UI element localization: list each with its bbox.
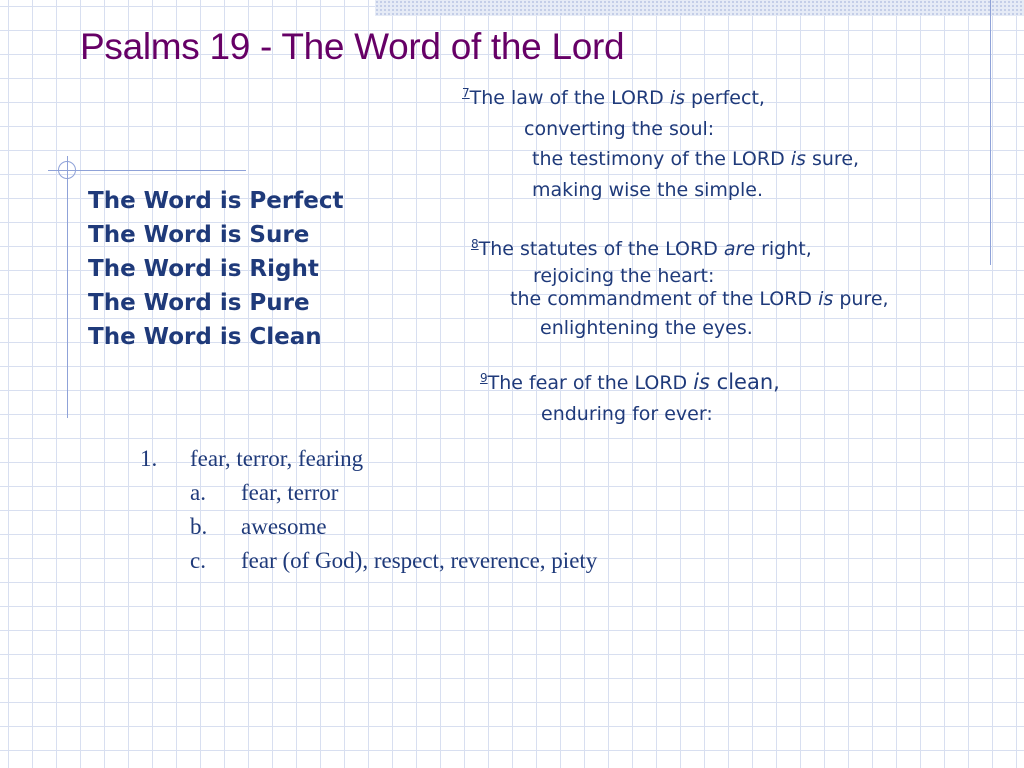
verse-text: pure, <box>833 288 889 310</box>
top-pattern-band <box>375 0 1024 16</box>
definition-main-item <box>140 445 363 473</box>
decorative-horizontal-line <box>48 170 246 171</box>
verse-text: The fear of the LORD <box>487 372 694 394</box>
definition-text: awesome <box>241 514 327 539</box>
decorative-vertical-line <box>990 0 991 265</box>
verse-italic-word: is <box>669 87 686 109</box>
list-marker: a. <box>190 480 206 505</box>
attribute-item: The Word is Sure <box>88 222 310 248</box>
verse-8-line-2: rejoicing the heart: <box>533 265 715 287</box>
list-marker: 1. <box>140 446 158 471</box>
verse-9-number-link[interactable]: 9 <box>480 371 488 385</box>
verse-text: perfect, <box>685 87 765 109</box>
word-attributes-list <box>88 184 343 354</box>
list-marker: c. <box>190 548 206 573</box>
definition-text: fear, terror <box>241 480 339 505</box>
list-marker: b. <box>190 514 208 539</box>
verse-7-line-2: converting the soul: <box>524 118 715 140</box>
slide-title: Psalms 19 - The Word of the Lord <box>80 26 625 67</box>
verse-text: the testimony of the LORD <box>532 148 791 170</box>
verse-7-line-3 <box>532 147 859 171</box>
verse-8-number-link[interactable]: 8 <box>471 237 479 251</box>
verse-text: right, <box>755 238 812 260</box>
definition-sub-item <box>190 513 327 541</box>
definition-sub-item <box>190 479 338 507</box>
verse-9-line-1 <box>480 370 780 395</box>
verse-text: the commandment of the LORD <box>510 288 819 310</box>
definition-text: fear, terror, fearing <box>190 446 364 471</box>
verse-text: The law of the LORD <box>469 87 670 109</box>
attribute-item: The Word is Perfect <box>88 188 344 214</box>
attribute-item: The Word is Right <box>88 256 319 282</box>
verse-text: clean, <box>709 370 780 394</box>
attribute-item: The Word is Pure <box>88 290 310 316</box>
verse-7-number-link[interactable]: 7 <box>462 86 470 100</box>
decorative-vertical-line-left <box>67 156 68 418</box>
verse-8-line-4: enlightening the eyes. <box>540 317 753 339</box>
verse-italic-word: is <box>818 288 834 310</box>
verse-7-line-4: making wise the simple. <box>532 179 763 201</box>
definition-sub-item <box>190 547 597 575</box>
decorative-circle-icon <box>58 161 76 179</box>
verse-italic-word: are <box>723 238 756 260</box>
verse-italic-word: is <box>790 148 806 170</box>
verse-7-line-1 <box>462 86 765 110</box>
verse-text: The statutes of the LORD <box>478 238 724 260</box>
definition-text: fear (of God), respect, reverence, piety <box>241 548 598 573</box>
verse-9-line-2: enduring for ever: <box>541 403 713 425</box>
verse-italic-word: is <box>693 370 710 394</box>
verse-8-line-3 <box>510 287 889 311</box>
verse-text: sure, <box>805 148 860 170</box>
attribute-item: The Word is Clean <box>88 324 322 350</box>
verse-8-line-1 <box>471 237 812 261</box>
